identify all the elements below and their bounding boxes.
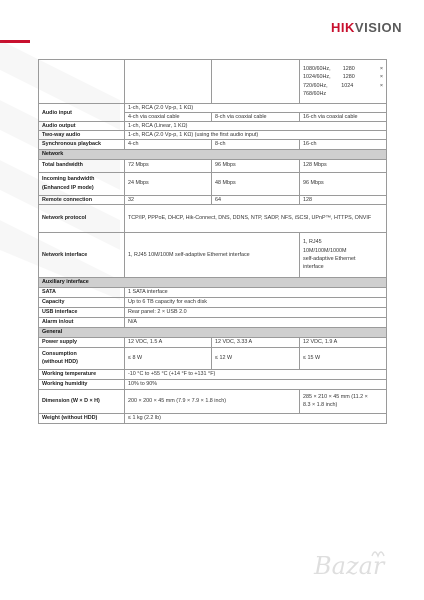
cell-line: 1, RJ45 bbox=[303, 239, 322, 246]
cell-value: N/A bbox=[125, 317, 387, 327]
cell-4ch: 24 Mbps bbox=[125, 172, 212, 195]
cell-value: 1-ch, RCA (2.0 Vp-p, 1 KΩ) bbox=[125, 104, 387, 113]
table-row bbox=[39, 317, 387, 327]
table-row bbox=[39, 131, 387, 140]
section-header-auxiliary bbox=[39, 277, 387, 287]
table-row bbox=[39, 389, 387, 413]
cell-16ch bbox=[300, 389, 387, 413]
table-row bbox=[39, 60, 387, 104]
cell-4ch: 4-ch bbox=[125, 140, 212, 149]
row-label: Audio output bbox=[39, 122, 125, 131]
row-label-line: Consumption bbox=[42, 351, 77, 358]
row-label: Capacity bbox=[39, 297, 125, 307]
row-label bbox=[39, 172, 125, 195]
cell-value: 10% to 90% bbox=[125, 379, 387, 389]
cell-16ch: 128 Mbps bbox=[300, 159, 387, 172]
table-row bbox=[39, 204, 387, 232]
table-row bbox=[39, 297, 387, 307]
row-label: Remote connection bbox=[39, 195, 125, 204]
cell-16ch bbox=[300, 232, 387, 277]
row-label-line: (without HDD) bbox=[42, 359, 78, 366]
section-title: Auxiliary interface bbox=[39, 277, 387, 287]
cell-8ch: 96 Mbps bbox=[212, 159, 300, 172]
table-row bbox=[39, 104, 387, 113]
row-label: Synchronous playback bbox=[39, 140, 125, 149]
row-label: Audio input bbox=[39, 104, 125, 122]
row-label: Alarm in/out bbox=[39, 317, 125, 327]
cell-8ch: 8-ch via coaxial cable bbox=[212, 113, 300, 122]
bazar-watermark-logo bbox=[312, 544, 416, 584]
spec-table bbox=[38, 59, 387, 424]
row-label: Network protocol bbox=[39, 204, 125, 232]
cell-value: 1-ch, RCA (Linear, 1 KΩ) bbox=[125, 122, 387, 131]
cell-8ch: 64 bbox=[212, 195, 300, 204]
row-label-line: (Enhanced IP mode) bbox=[42, 184, 94, 191]
row-label bbox=[39, 347, 125, 369]
row-label: Dimension (W × D × H) bbox=[39, 389, 125, 413]
section-title: General bbox=[39, 327, 387, 337]
cell-16ch: 12 VDC, 1.9 A bbox=[300, 337, 387, 347]
row-label: Power supply bbox=[39, 337, 125, 347]
cell-4ch: 32 bbox=[125, 195, 212, 204]
cell-4ch: 4-ch via coaxial cable bbox=[125, 113, 212, 122]
resolution-line: 720/60Hz, 1024 × bbox=[303, 82, 383, 89]
row-label: SATA bbox=[39, 287, 125, 297]
row-label: USB interface bbox=[39, 307, 125, 317]
cell-value: TCP/IP, PPPoE, DHCP, Hik-Connect, DNS, DDNS, NTP, SADP, NFS, iSCSI, UPnP™, HTTPS, ONVIF bbox=[125, 204, 387, 232]
cell-8ch: ≤ 12 W bbox=[212, 347, 300, 369]
cell-8ch: 48 Mbps bbox=[212, 172, 300, 195]
cell-value: 1-ch, RCA (2.0 Vp-p, 1 KΩ) (using the first audio input) bbox=[125, 131, 387, 140]
empty-label-cell bbox=[39, 60, 125, 104]
cell-value: ≤ 1 kg (2.2 lb) bbox=[125, 413, 387, 423]
empty-cell bbox=[212, 60, 300, 104]
table-row bbox=[39, 159, 387, 172]
table-row bbox=[39, 195, 387, 204]
section-header-general bbox=[39, 327, 387, 337]
resolution-line: 1080/60Hz, 1280 × bbox=[303, 66, 383, 73]
cell-line: 10M/100M/1000M bbox=[303, 247, 347, 254]
cell-8ch: 8-ch bbox=[212, 140, 300, 149]
cell-8ch: 12 VDC, 3.33 A bbox=[212, 337, 300, 347]
cell-16ch: 16-ch bbox=[300, 140, 387, 149]
cell-value: Up to 6 TB capacity for each disk bbox=[125, 297, 387, 307]
table-row bbox=[39, 369, 387, 379]
cell-value: 1, RJ45 10M/100M self-adaptive Ethernet interface bbox=[125, 232, 300, 277]
table-row bbox=[39, 140, 387, 149]
row-label: Working temperature bbox=[39, 369, 125, 379]
cell-value: 1 SATA interface bbox=[125, 287, 387, 297]
cell-4ch: ≤ 8 W bbox=[125, 347, 212, 369]
table-row bbox=[39, 347, 387, 369]
cell-16ch: 96 Mbps bbox=[300, 172, 387, 195]
section-header-network bbox=[39, 149, 387, 159]
cell-value: 200 × 200 × 45 mm (7.9 × 7.9 × 1.8 inch) bbox=[125, 389, 300, 413]
table-row bbox=[39, 379, 387, 389]
cell-16ch: 128 bbox=[300, 195, 387, 204]
empty-cell bbox=[125, 60, 212, 104]
table-row bbox=[39, 287, 387, 297]
resolution-cell bbox=[300, 60, 387, 104]
cell-line: 285 × 210 × 45 mm (11.2 × bbox=[303, 394, 368, 401]
row-label-line: Incoming bandwidth bbox=[42, 176, 95, 183]
resolution-line: 768/60Hz bbox=[303, 90, 327, 97]
cell-4ch: 12 VDC, 1.5 A bbox=[125, 337, 212, 347]
cell-line: interface bbox=[303, 263, 324, 270]
table-row bbox=[39, 172, 387, 195]
cell-value: -10 °C to +55 °C (+14 °F to +131 °F) bbox=[125, 369, 387, 379]
cell-line: self-adaptive Ethernet bbox=[303, 255, 356, 262]
table-row bbox=[39, 413, 387, 423]
row-label: Two-way audio bbox=[39, 131, 125, 140]
svg-text:Bazar: Bazar bbox=[314, 552, 385, 580]
hikvision-logo: HIKVISION bbox=[331, 20, 402, 35]
row-label: Total bandwidth bbox=[39, 159, 125, 172]
table-row bbox=[39, 307, 387, 317]
table-row bbox=[39, 122, 387, 131]
cell-value: Rear panel: 2 × USB 2.0 bbox=[125, 307, 387, 317]
table-row bbox=[39, 337, 387, 347]
cell-16ch: ≤ 15 W bbox=[300, 347, 387, 369]
cell-16ch: 16-ch via coaxial cable bbox=[300, 113, 387, 122]
row-label: Working humidity bbox=[39, 379, 125, 389]
table-row bbox=[39, 232, 387, 277]
section-title: Network bbox=[39, 149, 387, 159]
row-label: Weight (without HDD) bbox=[39, 413, 125, 423]
cell-4ch: 72 Mbps bbox=[125, 159, 212, 172]
resolution-line: 1024/60Hz, 1280 × bbox=[303, 74, 383, 81]
cell-line: 8.3 × 1.8 inch) bbox=[303, 402, 338, 409]
row-label: Network interface bbox=[39, 232, 125, 277]
